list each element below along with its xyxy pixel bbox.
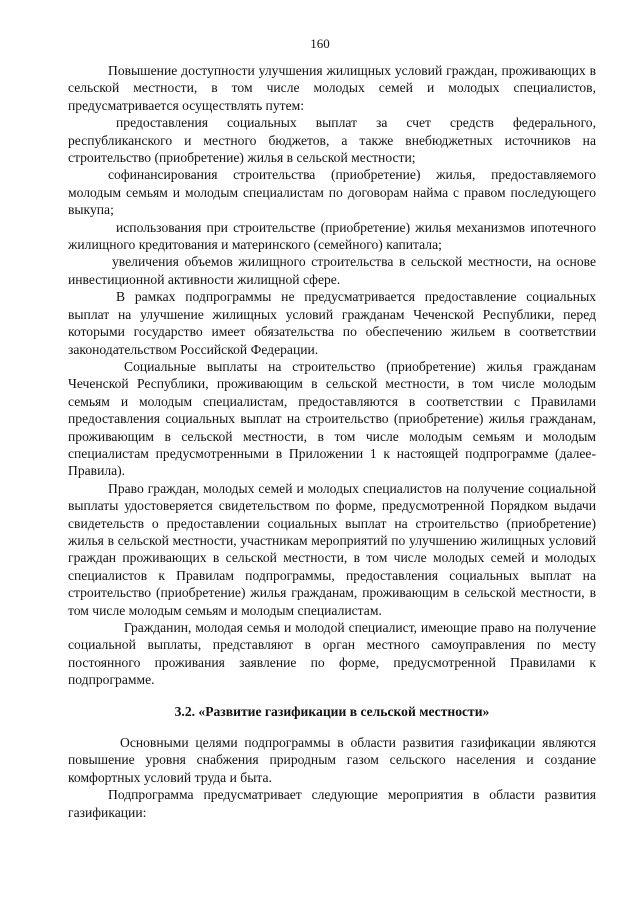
paragraph: Основными целями подпрограммы в области развития газификации являются повышение уровня снабжения природным газом сельского населения и создание комфортных условий труда и быта. [68,735,596,785]
section-heading: 3.2. «Развитие газификации в сельской местности» [174,703,490,719]
paragraph: Гражданин, молодая семья и молодой специалист, имеющие право на получение социальной выплаты, представляют в орган местного самоуправления по месту постоянного проживания заявление по форме, предусмотренной Правилами к подпрограмме. [68,620,596,688]
paragraph: В рамках подпрограммы не предусматривается предоставление социальных выплат на улучшение жилищных условий гражданам Чеченской Республики, перед которыми государство имеет обязательства по обеспечению жильем в соответствии законодательством Российской Федерации. [68,289,596,357]
paragraph: Повышение доступности улучшения жилищных условий граждан, проживающих в сельской местности, в том числе молодых семей и молодых специалистов, предусматривается осуществлять путем: [68,63,596,113]
list-paragraph: использования при строительстве (приобретение) жилья механизмов ипотечного жилищного кредитования и материнского (семейного) капитала; [68,219,596,253]
paragraph: Подпрограмма предусматривает следующие мероприятия в области развития газификации: [68,787,596,820]
paragraph: Право граждан, молодых семей и молодых специалистов на получение социальной выплаты удостоверяется свидетельством по форме, предусмотренной Порядком выдачи свидетельств о предоставлении социальных выплат на строительство (приобретение) жилья в сельской местности, участникам мероприятий по улучшению жилищных условий граждан проживающих в сельской местности, в том числе молодых семей и молодых специалистов к Правилам подпрограммы, предоставления социальных выплат на строительство (приобретение) жилья гражданам, проживающим в сельской местности, в том числе молодым семьям и молодым специалистам. [68,480,596,618]
document-body [68,62,596,821]
list-paragraph: предоставления социальных выплат за счет средств федерального, республиканского и местного бюджетов, а также внебюджетных источников на строительство (приобретение) жилья в сельской местности; [68,115,596,166]
list-paragraph: софинансирования строительства (приобретение) жилья, предоставляемого молодым семьям и молодым специалистам по договорам найма с правом последующего выкупа; [68,167,596,218]
paragraph: Социальные выплаты на строительство (приобретение) жилья гражданам Чеченской Республики, проживающим в сельской местности, в том числе молодым семьям и молодым специалистам, предоставляются в соответствии с Правилами предоставления социальных выплат на строительство (приобретение) жилья гражданам, проживающим в сельской местности, в том числе молодым семьям и молодым специалистам предусмотренными в Приложении 1 к настоящей подпрограмме (далее-Правила). [68,358,596,479]
list-paragraph: увеличения объемов жилищного строительства в сельской местности, на основе инвестиционной активности жилищной сфере. [68,254,596,287]
page-number: 160 [310,36,330,51]
